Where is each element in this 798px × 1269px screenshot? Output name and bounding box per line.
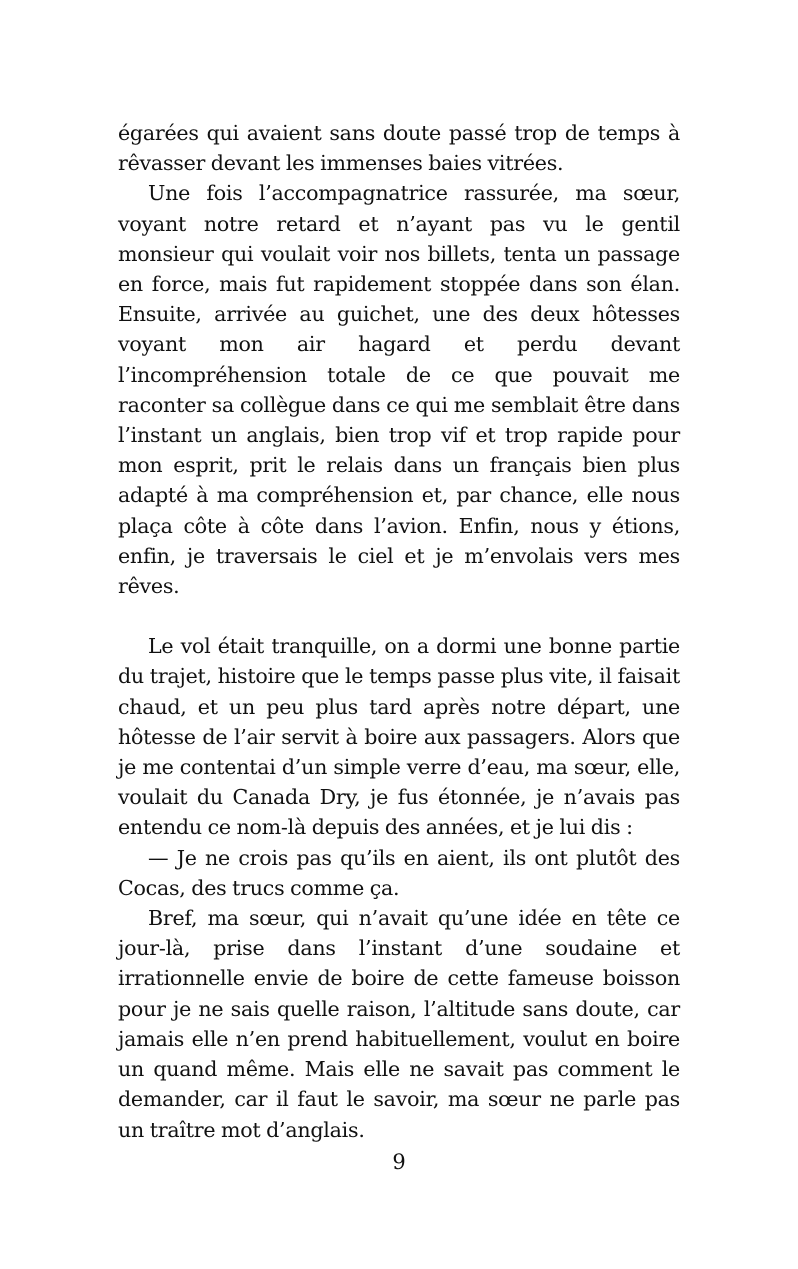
page-body [118,118,680,1145]
paragraph-continuation: égarées qui avaient sans doute passé trop de temps à rêvasser devant les immenses baies vitrées. [118,121,680,176]
paragraph-dialogue: — Je ne crois pas qu’ils en aient, ils ont plutôt des Cocas, des trucs comme ça. [118,845,680,900]
paragraph-boarding: Une fois l’accompagnatrice rassurée, ma sœur, voyant notre retard et n’ayant pas vu le gentil monsieur qui voulait voir nos billets, tenta un passage en force, mais fut rapidement stoppée dans son élan. Ensuite, arrivée au guichet, une des deux hôtesses voyant mon air hagard et perdu devant l’incompréhension totale de ce que pouvait me raconter sa collègue dans ce qui me semblait être dans l’instant un anglais, bien trop vif et trop rapide pour mon esprit, prit le relais dans un français bien plus adapté à ma compréhension et, par chance, elle nous plaça côte à côte dans l’avion. Enfin, nous y étions, enfin, je traversais le ciel et je m’envolais vers mes rêves. [118,181,680,599]
page-number: 9 [392,1150,406,1174]
paragraph-canada-dry: Bref, ma sœur, qui n’avait qu’une idée en tête ce jour-là, prise dans l’instant d’une soudaine et irrationnelle envie de boire de cette fameuse boisson pour je ne sais quelle raison, l’altitude sans doute, car jamais elle n’en prend habituellement, voulut en boire un quand même. Mais elle ne savait pas comment le demander, car il faut le savoir, ma sœur ne parle pas un traître mot d’anglais. [118,906,680,1142]
paragraph-flight: Le vol était tranquille, on a dormi une bonne partie du trajet, histoire que le temps passe plus vite, il faisait chaud, et un peu plus tard après notre départ, une hôtesse de l’air servit à boire aux passagers. Alors que je me contentai d’un simple verre d’eau, ma sœur, elle, voulait du Canada Dry, je fus étonnée, je n’avais pas entendu ce nom-là depuis des années, et je lui dis : [118,634,680,840]
